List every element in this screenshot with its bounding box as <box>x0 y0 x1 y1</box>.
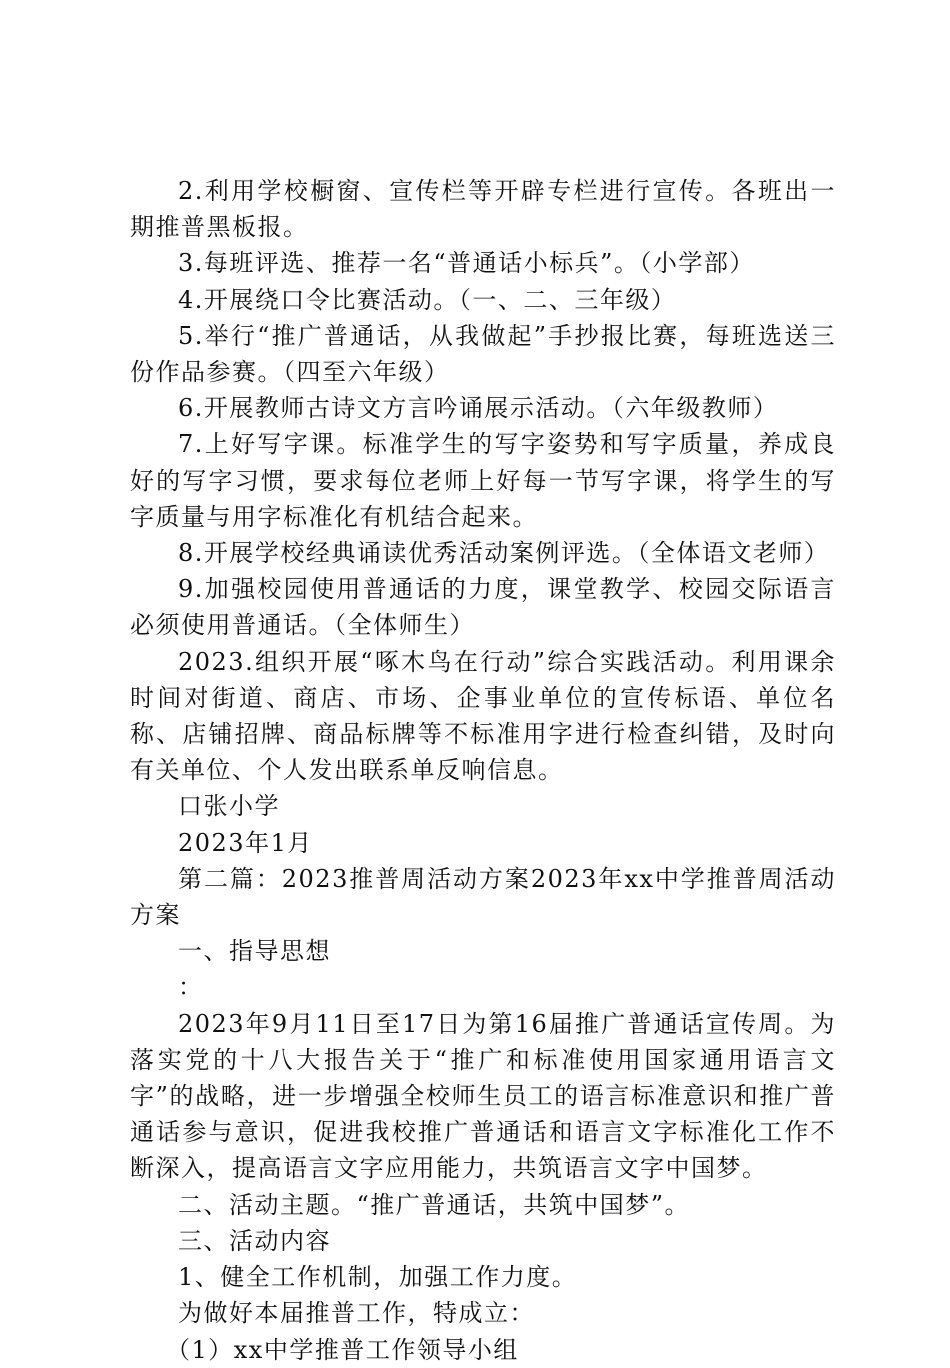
section-title-second-part: 第二篇：2023推普周活动方案2023年xx中学推普周活动方案 <box>130 864 836 930</box>
item-work-mechanism: 1、健全工作机制，加强工作力度。 <box>178 1263 578 1292</box>
paragraph-item-8: 8.开展学校经典诵读优秀活动案例评选。（全体语文老师） <box>178 539 830 568</box>
heading-activity-content: 三、活动内容 <box>178 1226 331 1255</box>
document-date: 2023年1月 <box>178 828 313 857</box>
colon-line: ： <box>178 973 204 1002</box>
document-body <box>130 173 836 1368</box>
heading-guiding-ideology: 一、指导思想 <box>178 937 331 966</box>
paragraph-establish: 为做好本届推普工作，特成立： <box>178 1299 535 1328</box>
paragraph-item-10: 2023.组织开展“啄木鸟在行动”综合实践活动。利用课余时间对街道、商店、市场、企事业单位的宣传标语、单位名称、店铺招牌、商品标牌等不标准用字进行检查纠错，及时向有关单位、个人发出联系单反响信息。 <box>130 647 836 785</box>
paragraph-item-3: 3.每班评选、推荐一名“普通话小标兵”。（小学部） <box>178 249 755 278</box>
item-leading-group: （1）xx中学推普工作领导小组 <box>166 1335 519 1364</box>
paragraph-item-7: 7.上好写字课。标准学生的写字姿势和写字质量，养成良好的写字习惯，要求每位老师上好每一节写字课，将学生的写字质量与用字标准化有机结合起来。 <box>130 430 836 531</box>
paragraph-item-5: 5.举行“推广普通话，从我做起”手抄报比赛，每班选送三份作品参赛。（四至六年级） <box>130 321 836 387</box>
school-name: 口张小学 <box>178 792 280 821</box>
heading-activity-theme: 二、活动主题。“推广普通话，共筑中国梦”。 <box>178 1190 691 1219</box>
paragraph-guiding-ideology: 2023年9月11日至17日为第16届推广普通话宣传周。为落实党的十八大报告关于“推广和标准使用国家通用语言文字”的战略，进一步增强全校师生员工的语言标准意识和推广普通话参与意识，促进我校推广普通话和语言文字标准化工作不断深入，提高语言文字应用能力，共筑语言文字中国梦。 <box>130 1009 836 1183</box>
paragraph-item-9: 9.加强校园使用普通话的力度，课堂教学、校园交际语言必须使用普通话。（全体师生） <box>130 575 836 640</box>
paragraph-item-6: 6.开展教师古诗文方言吟诵展示活动。（六年级教师） <box>178 394 779 423</box>
paragraph-item-4: 4.开展绕口令比赛活动。（一、二、三年级） <box>178 285 677 314</box>
paragraph-item-2: 2.利用学校橱窗、宣传栏等开辟专栏进行宣传。各班出一期推普黑板报。 <box>130 177 836 242</box>
